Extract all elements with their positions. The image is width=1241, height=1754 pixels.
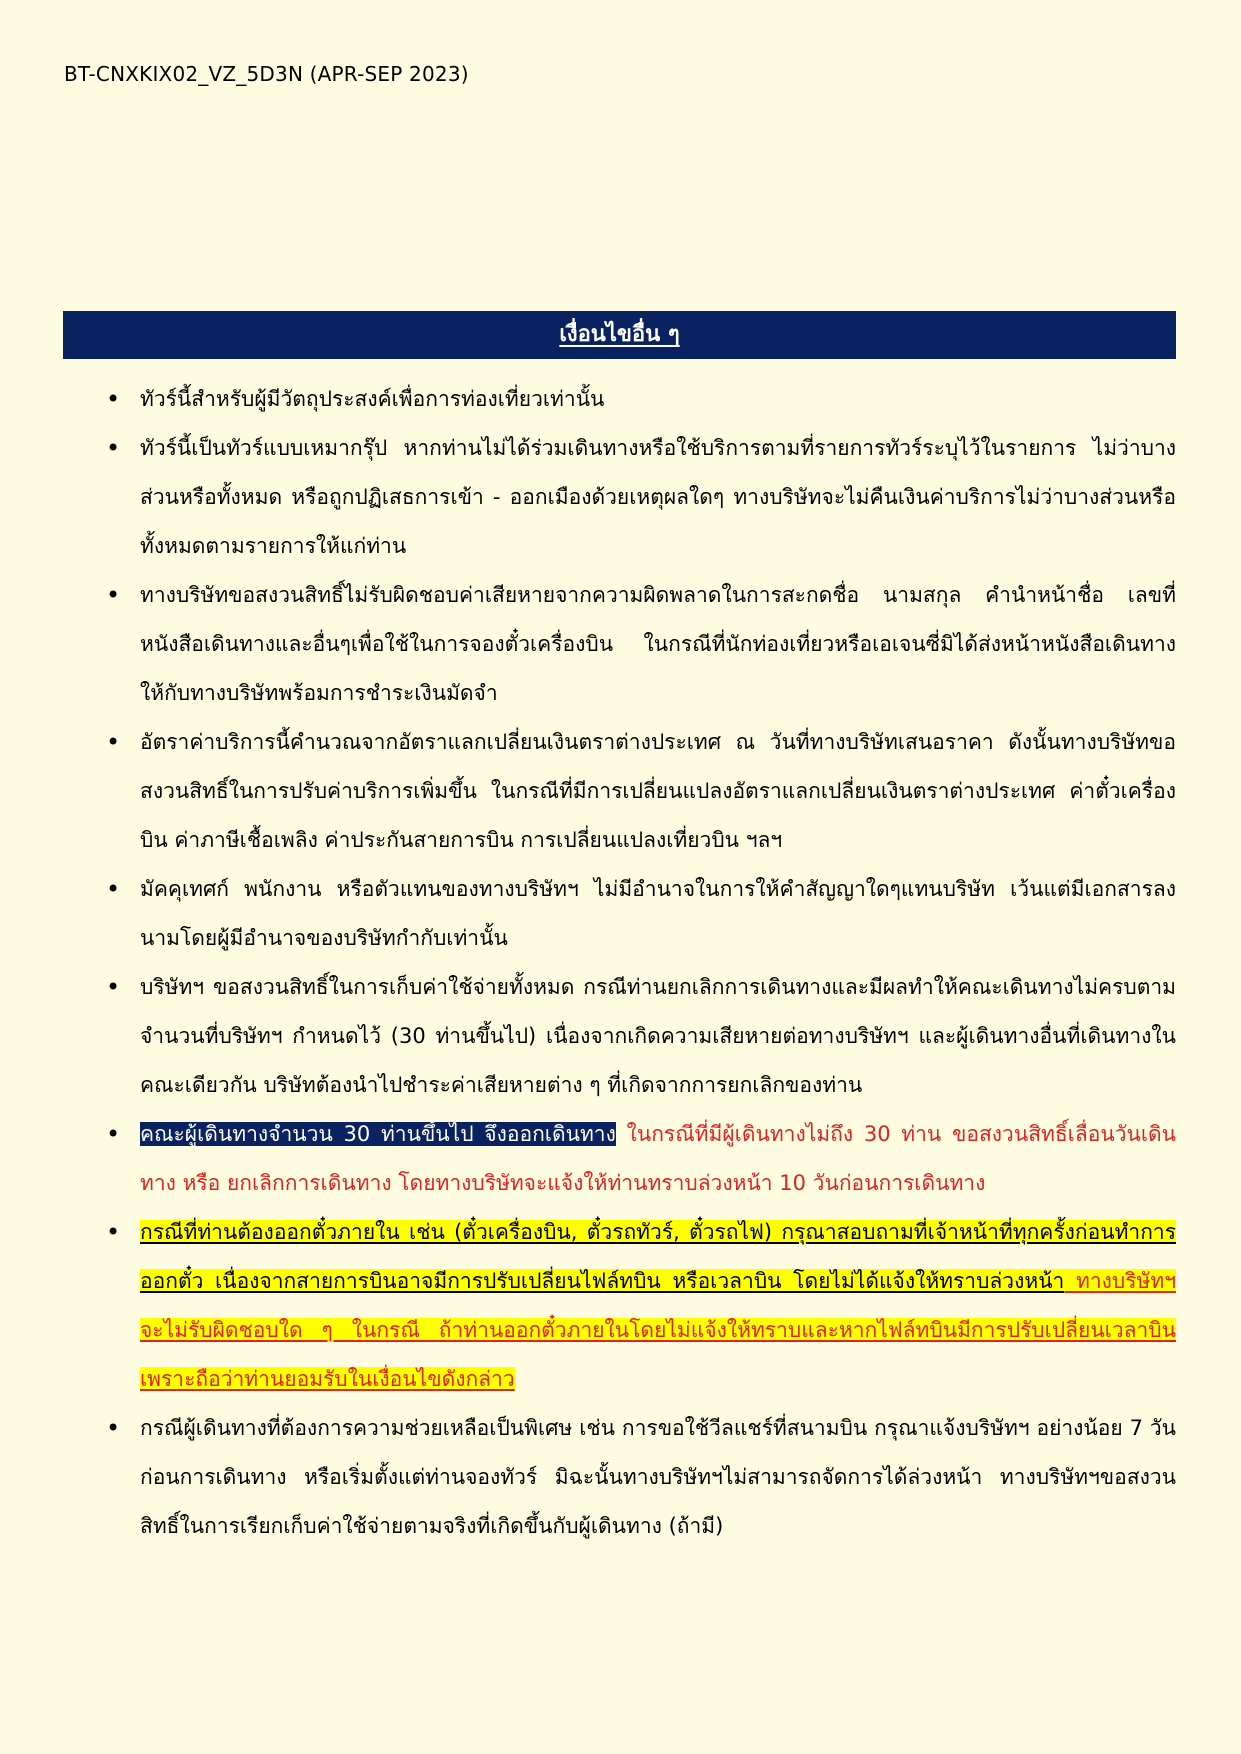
condition-item-1 xyxy=(140,375,1176,424)
conditions-list xyxy=(100,375,1176,1551)
condition-item-7 xyxy=(140,1110,1176,1208)
condition-item-2 xyxy=(140,424,1176,571)
condition-text: ทัวร์นี้เป็นทัวร์แบบเหมากรุ๊ป หากท่านไม่ได้ร่วมเดินทางหรือใช้บริการตามที่รายการทัวร์ระบุไว้ในรายการ ไม่ว่าบางส่วนหรือทั้งหมด หรือถูกปฏิเสธการเข้า - ออกเมืองด้วยเหตุผลใดๆ ทางบริษัทจะไม่คืนเงินค่าบริการไม่ว่าบางส่วนหรือทั้งหมดตามรายการให้แก่ท่าน xyxy=(140,436,1176,558)
condition-text: ทัวร์นี้สำหรับผู้มีวัตถุประสงค์เพื่อการท่องเที่ยวเท่านั้น xyxy=(140,387,605,411)
domestic-ticket-notice: กรณีที่ท่านต้องออกตั๋วภายใน เช่น (ตั๋วเครื่องบิน, ตั๋วรถทัวร์, ตั๋วรถไฟ) กรุณาสอบถามที่เจ้าหน้าที่ทุกครั้งก่อนทำการออกตั๋ว เนื่องจากสายการบินอาจมีการปรับเปลี่ยนไฟล์ทบิน หรือเวลาบิน โดยไม่ได้แจ้งให้ทราบล่วงหน้า xyxy=(140,1220,1176,1293)
condition-item-9 xyxy=(140,1404,1176,1551)
condition-item-5 xyxy=(140,865,1176,963)
document-code: BT-CNXKIX02_VZ_5D3N (APR-SEP 2023) xyxy=(64,62,469,86)
section-title: เงื่อนไขอื่น ๆ xyxy=(559,322,680,347)
condition-text: กรณีผู้เดินทางที่ต้องการความช่วยเหลือเป็นพิเศษ เช่น การขอใช้วีลแชร์ที่สนามบิน กรุณาแจ้งบริษัทฯ อย่างน้อย 7 วันก่อนการเดินทาง หรือเริ่มตั้งแต่ท่านจองทัวร์ มิฉะนั้นทางบริษัทฯไม่สามารถจัดการได้ล่วงหน้า ทางบริษัทฯขอสงวนสิทธิ์ในการเรียกเก็บค่าใช้จ่ายตามจริงที่เกิดขึ้นกับผู้เดินทาง (ถ้ามี) xyxy=(140,1416,1176,1538)
condition-item-4 xyxy=(140,718,1176,865)
condition-text: มัคคุเทศก์ พนักงาน หรือตัวแทนของทางบริษัทฯ ไม่มีอำนาจในการให้คำสัญญาใดๆแทนบริษัท เว้นแต่มีเอกสารลงนามโดยผู้มีอำนาจของบริษัทกำกับเท่านั้น xyxy=(140,877,1176,950)
condition-item-6 xyxy=(140,963,1176,1110)
condition-item-3 xyxy=(140,571,1176,718)
minimum-group-warning: ในกรณีที่มีผู้เดินทางไม่ถึง 30 ท่าน ขอสงวนสิทธิ์เลื่อนวันเดินทาง หรือ ยกเลิกการเดินทาง โดยทางบริษัทจะแจ้งให้ท่านทราบล่วงหน้า 10 วันก่อนการเดินทาง xyxy=(140,1122,1177,1195)
condition-text: บริษัทฯ ขอสงวนสิทธิ์ในการเก็บค่าใช้จ่ายทั้งหมด กรณีท่านยกเลิกการเดินทางและมีผลทำให้คณะเดินทางไม่ครบตามจำนวนที่บริษัทฯ กำหนดไว้ (30 ท่านขึ้นไป) เนื่องจากเกิดความเสียหายต่อทางบริษัทฯ และผู้เดินทางอื่นที่เดินทางในคณะเดียวกัน บริษัทต้องนำไปชำระค่าเสียหายต่าง ๆ ที่เกิดจากการยกเลิกของท่าน xyxy=(140,975,1176,1097)
condition-text: ทางบริษัทขอสงวนสิทธิ์ไม่รับผิดชอบค่าเสียหายจากความผิดพลาดในการสะกดชื่อ นามสกุล คำนำหน้าชื่อ เลขที่หนังสือเดินทางและอื่นๆเพื่อใช้ในการจองตั๋วเครื่องบิน ในกรณีที่นักท่องเที่ยวหรือเอเจนซี่มิได้ส่งหน้าหนังสือเดินทางให้กับทางบริษัทพร้อมการชำระเงินมัดจำ xyxy=(140,583,1176,705)
condition-item-8 xyxy=(140,1208,1176,1404)
minimum-group-highlight: คณะผู้เดินทางจำนวน 30 ท่านขึ้นไป จึงออกเดินทาง xyxy=(140,1122,616,1146)
section-header xyxy=(63,311,1176,359)
condition-text: อัตราค่าบริการนี้คำนวณจากอัตราแลกเปลี่ยนเงินตราต่างประเทศ ณ วันที่ทางบริษัทเสนอราคา ดังนั้นทางบริษัทขอสงวนสิทธิ์ในการปรับค่าบริการเพิ่มขึ้น ในกรณีที่มีการเปลี่ยนแปลงอัตราแลกเปลี่ยนเงินตราต่างประเทศ ค่าตั๋วเครื่องบิน ค่าภาษีเชื้อเพลิง ค่าประกันสายการบิน การเปลี่ยนแปลงเที่ยวบิน ฯลฯ xyxy=(140,730,1176,852)
domestic-ticket-disclaimer: ทางบริษัทฯ จะไม่รับผิดชอบใด ๆ ในกรณี ถ้าท่านออกตั๋วภายในโดยไม่แจ้งให้ทราบและหากไฟล์ทบินมีการปรับเปลี่ยนเวลาบินเพราะถือว่าท่านยอมรับในเงื่อนไขดังกล่าว xyxy=(140,1269,1176,1391)
